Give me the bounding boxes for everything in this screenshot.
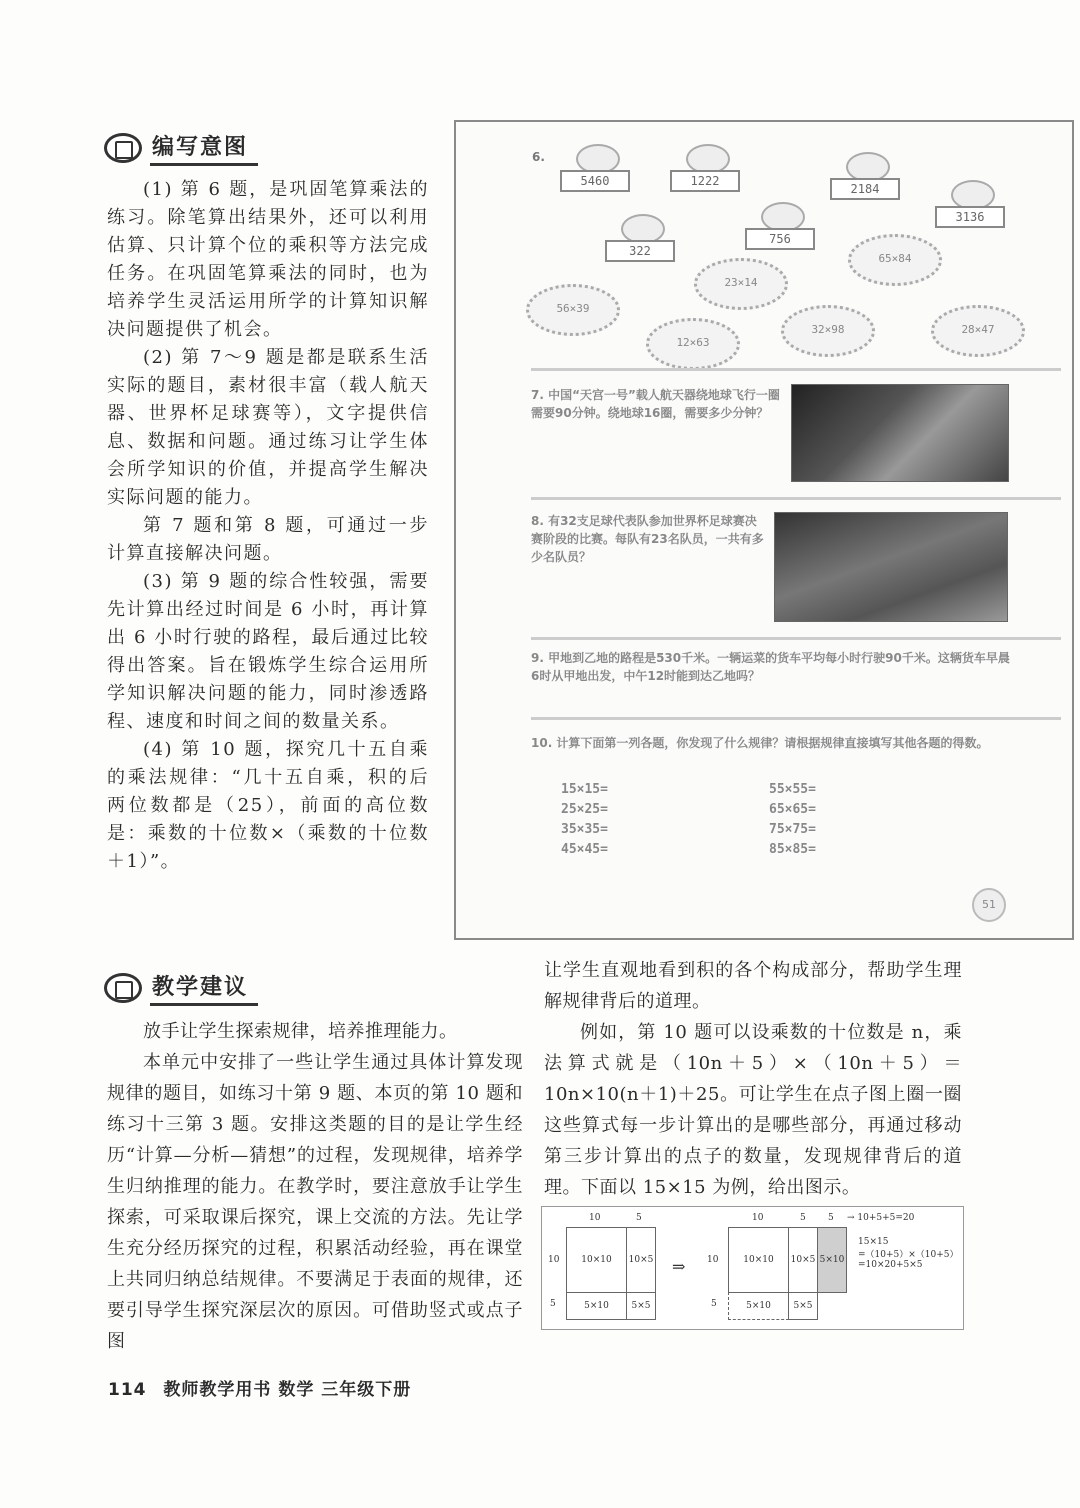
suggestion-example: 例如，第 10 题可以设乘数的十位数是 n，乘法算式就是（10n＋5）×（10n＋5）＝10n×10(n＋1)＋25。可让学生在点子图上圈一圈这些算式每一步计算出的是哪些部分，再通过移动第三步计算出的点子的数量，发现规律背后的道理。下面以 15×15 为例，给出图示。	[544, 1022, 962, 1198]
bee-answer: 5460	[560, 170, 630, 192]
dim-label: 5	[711, 1299, 717, 1309]
hand-icon	[104, 973, 142, 1003]
equations-left	[561, 780, 608, 860]
section-title: 编写意图	[150, 130, 258, 166]
dim-label: 5	[828, 1213, 834, 1223]
divider	[531, 368, 1061, 371]
bee-card	[931, 180, 1009, 232]
flower-problem: 23×14	[694, 258, 788, 310]
intent-paragraph-2: (2) 第 7～9 题是都是联系生活实际的题目，素材很丰富（载人航天器、世界杯足球赛等），文字提供信息、数据和问题。通过练习让学生体会所学知识的价值，并提高学生解决实际问题的能力。	[107, 347, 429, 508]
formula-line: =10×20+5×5	[858, 1260, 923, 1270]
bee-answer: 756	[745, 228, 815, 250]
page-footer	[108, 1375, 411, 1400]
section-title: 教学建议	[150, 970, 258, 1006]
suggestions-right-column	[544, 955, 962, 1203]
equation: 85×85=	[769, 842, 816, 857]
question-6-label: 6.	[532, 150, 545, 164]
formula-block	[858, 1237, 959, 1270]
section-heading-intent	[104, 130, 258, 166]
space-station-photo	[791, 384, 1009, 482]
textbook-page-number: 51	[972, 888, 1006, 922]
dim-label: 10	[589, 1213, 601, 1223]
question-7: 7. 中国“天宫一号”载人航天器绕地球飞行一圈需要90分钟。绕地球16圈，需要多少分钟？	[531, 388, 780, 420]
equation: 45×45=	[561, 842, 608, 857]
dim-label: 5	[800, 1213, 806, 1223]
suggestion-summary: 放手让学生探索规律，培养推理能力。	[143, 1021, 458, 1042]
intent-paragraph-3: 第 7 题和第 8 题，可通过一步计算直接解决问题。	[107, 515, 429, 564]
equation: 35×35=	[561, 822, 608, 837]
cell-5x10-origin: 5×10	[728, 1292, 789, 1320]
transform-arrow: ⇒	[672, 1257, 686, 1276]
divider	[531, 717, 1061, 720]
page-number: 114	[108, 1380, 147, 1400]
cell-10x10: 10×10	[728, 1227, 789, 1293]
divider	[531, 497, 1061, 500]
bee-answer: 1222	[670, 170, 740, 192]
intent-paragraph-5: (4) 第 10 题，探究几十五自乘的乘法规律：“几十五自乘，积的后两位数都是（25），前面的高位数是：乘数的十位数×（乘数的十位数＋1）”。	[107, 739, 429, 872]
area-model-diagram	[541, 1206, 964, 1330]
bee-card	[826, 152, 904, 204]
bee-card	[741, 202, 819, 254]
bee-answer: 3136	[935, 206, 1005, 228]
book-title: 教师教学用书 数学 三年级下册	[163, 1380, 412, 1400]
sum-note: → 10+5+5=20	[847, 1213, 915, 1223]
suggestion-continuation: 让学生直观地看到积的各个构成部分，帮助学生理解规律背后的道理。	[544, 960, 962, 1012]
dim-label: 10	[707, 1255, 719, 1265]
equation: 75×75=	[769, 822, 816, 837]
cell-10x5: 10×5	[788, 1227, 818, 1293]
question-10: 10. 计算下面第一列各题，你发现了什么规律？请根据规律直接填写其他各题的得数。	[531, 736, 989, 750]
cell-5x5: 5×5	[626, 1292, 656, 1320]
equations-right	[769, 780, 816, 860]
cell-5x5: 5×5	[788, 1292, 818, 1320]
bee-answer: 322	[605, 240, 675, 262]
formula-line: =（10+5）×（10+5）	[858, 1250, 959, 1260]
equation: 25×25=	[561, 802, 608, 817]
dim-label: 10	[752, 1213, 764, 1223]
bee-card	[556, 144, 634, 196]
cell-5x10: 5×10	[566, 1292, 627, 1320]
book-icon	[104, 133, 142, 163]
flower-problem: 32×98	[781, 305, 875, 357]
cell-moved-5x10: 5×10	[817, 1227, 847, 1293]
divider	[531, 637, 1061, 640]
flower-problem: 28×47	[931, 305, 1025, 357]
equation: 55×55=	[769, 782, 816, 797]
suggestion-paragraph: 本单元中安排了一些让学生通过具体计算发现规律的题目，如练习十第 9 题、本页的第 10 题和练习十三第 3 题。安排这类题的目的是让学生经历“计算—分析—猜想”的过程，发现规律，培养学生归纳推理的能力。在教学时，要注意放手让学生探索，可采取课后探究，课上交流的方法。先让学生充分经历探究的过程，积累活动经验，再在课堂上共同归纳总结规律。不要满足于表面的规律，还要引导学生探究深层次的原因。可借助竖式或点子图	[107, 1052, 523, 1352]
dim-label: 5	[550, 1299, 556, 1309]
equation: 15×15=	[561, 782, 608, 797]
dim-label: 10	[548, 1255, 560, 1265]
flower-problem: 12×63	[646, 318, 740, 370]
dim-label: 5	[636, 1213, 642, 1223]
football-photo	[774, 512, 1008, 622]
bee-card	[601, 214, 679, 266]
cell-10x5: 10×5	[626, 1227, 656, 1293]
suggestions-left-column	[107, 1016, 523, 1357]
question-9: 9. 甲地到乙地的路程是530千米。一辆运菜的货车平均每小时行驶90千米。这辆货车早晨6时从甲地出发，中午12时能到达乙地吗？	[531, 651, 1010, 683]
equation: 65×65=	[769, 802, 816, 817]
cell-10x10: 10×10	[566, 1227, 627, 1293]
section-heading-suggestions	[104, 970, 258, 1006]
bee-card	[666, 144, 744, 196]
textbook-page	[454, 120, 1074, 940]
flower-problem: 65×84	[848, 234, 942, 286]
bee-answer: 2184	[830, 178, 900, 200]
intent-text-block	[107, 176, 429, 876]
intent-paragraph-4: (3) 第 9 题的综合性较强，需要先计算出经过时间是 6 小时，再计算出 6 小时行驶的路程，最后通过比较得出答案。旨在锻炼学生综合运用所学知识解决问题的能力，同时渗透路程、速度和时间之间的数量关系。	[107, 571, 429, 732]
intent-paragraph-1: (1) 第 6 题，是巩固笔算乘法的练习。除笔算出结果外，还可以利用估算、只计算个位的乘积等方法完成任务。在巩固笔算乘法的同时，也为培养学生灵活运用所学的计算知识解决问题提供了机会。	[107, 179, 429, 340]
flower-problem: 56×39	[526, 284, 620, 336]
formula-line: 15×15	[858, 1237, 889, 1247]
question-8: 8. 有32支足球代表队参加世界杯足球赛决赛阶段的比赛。每队有23名队员，一共有多少名队员？	[531, 514, 764, 564]
